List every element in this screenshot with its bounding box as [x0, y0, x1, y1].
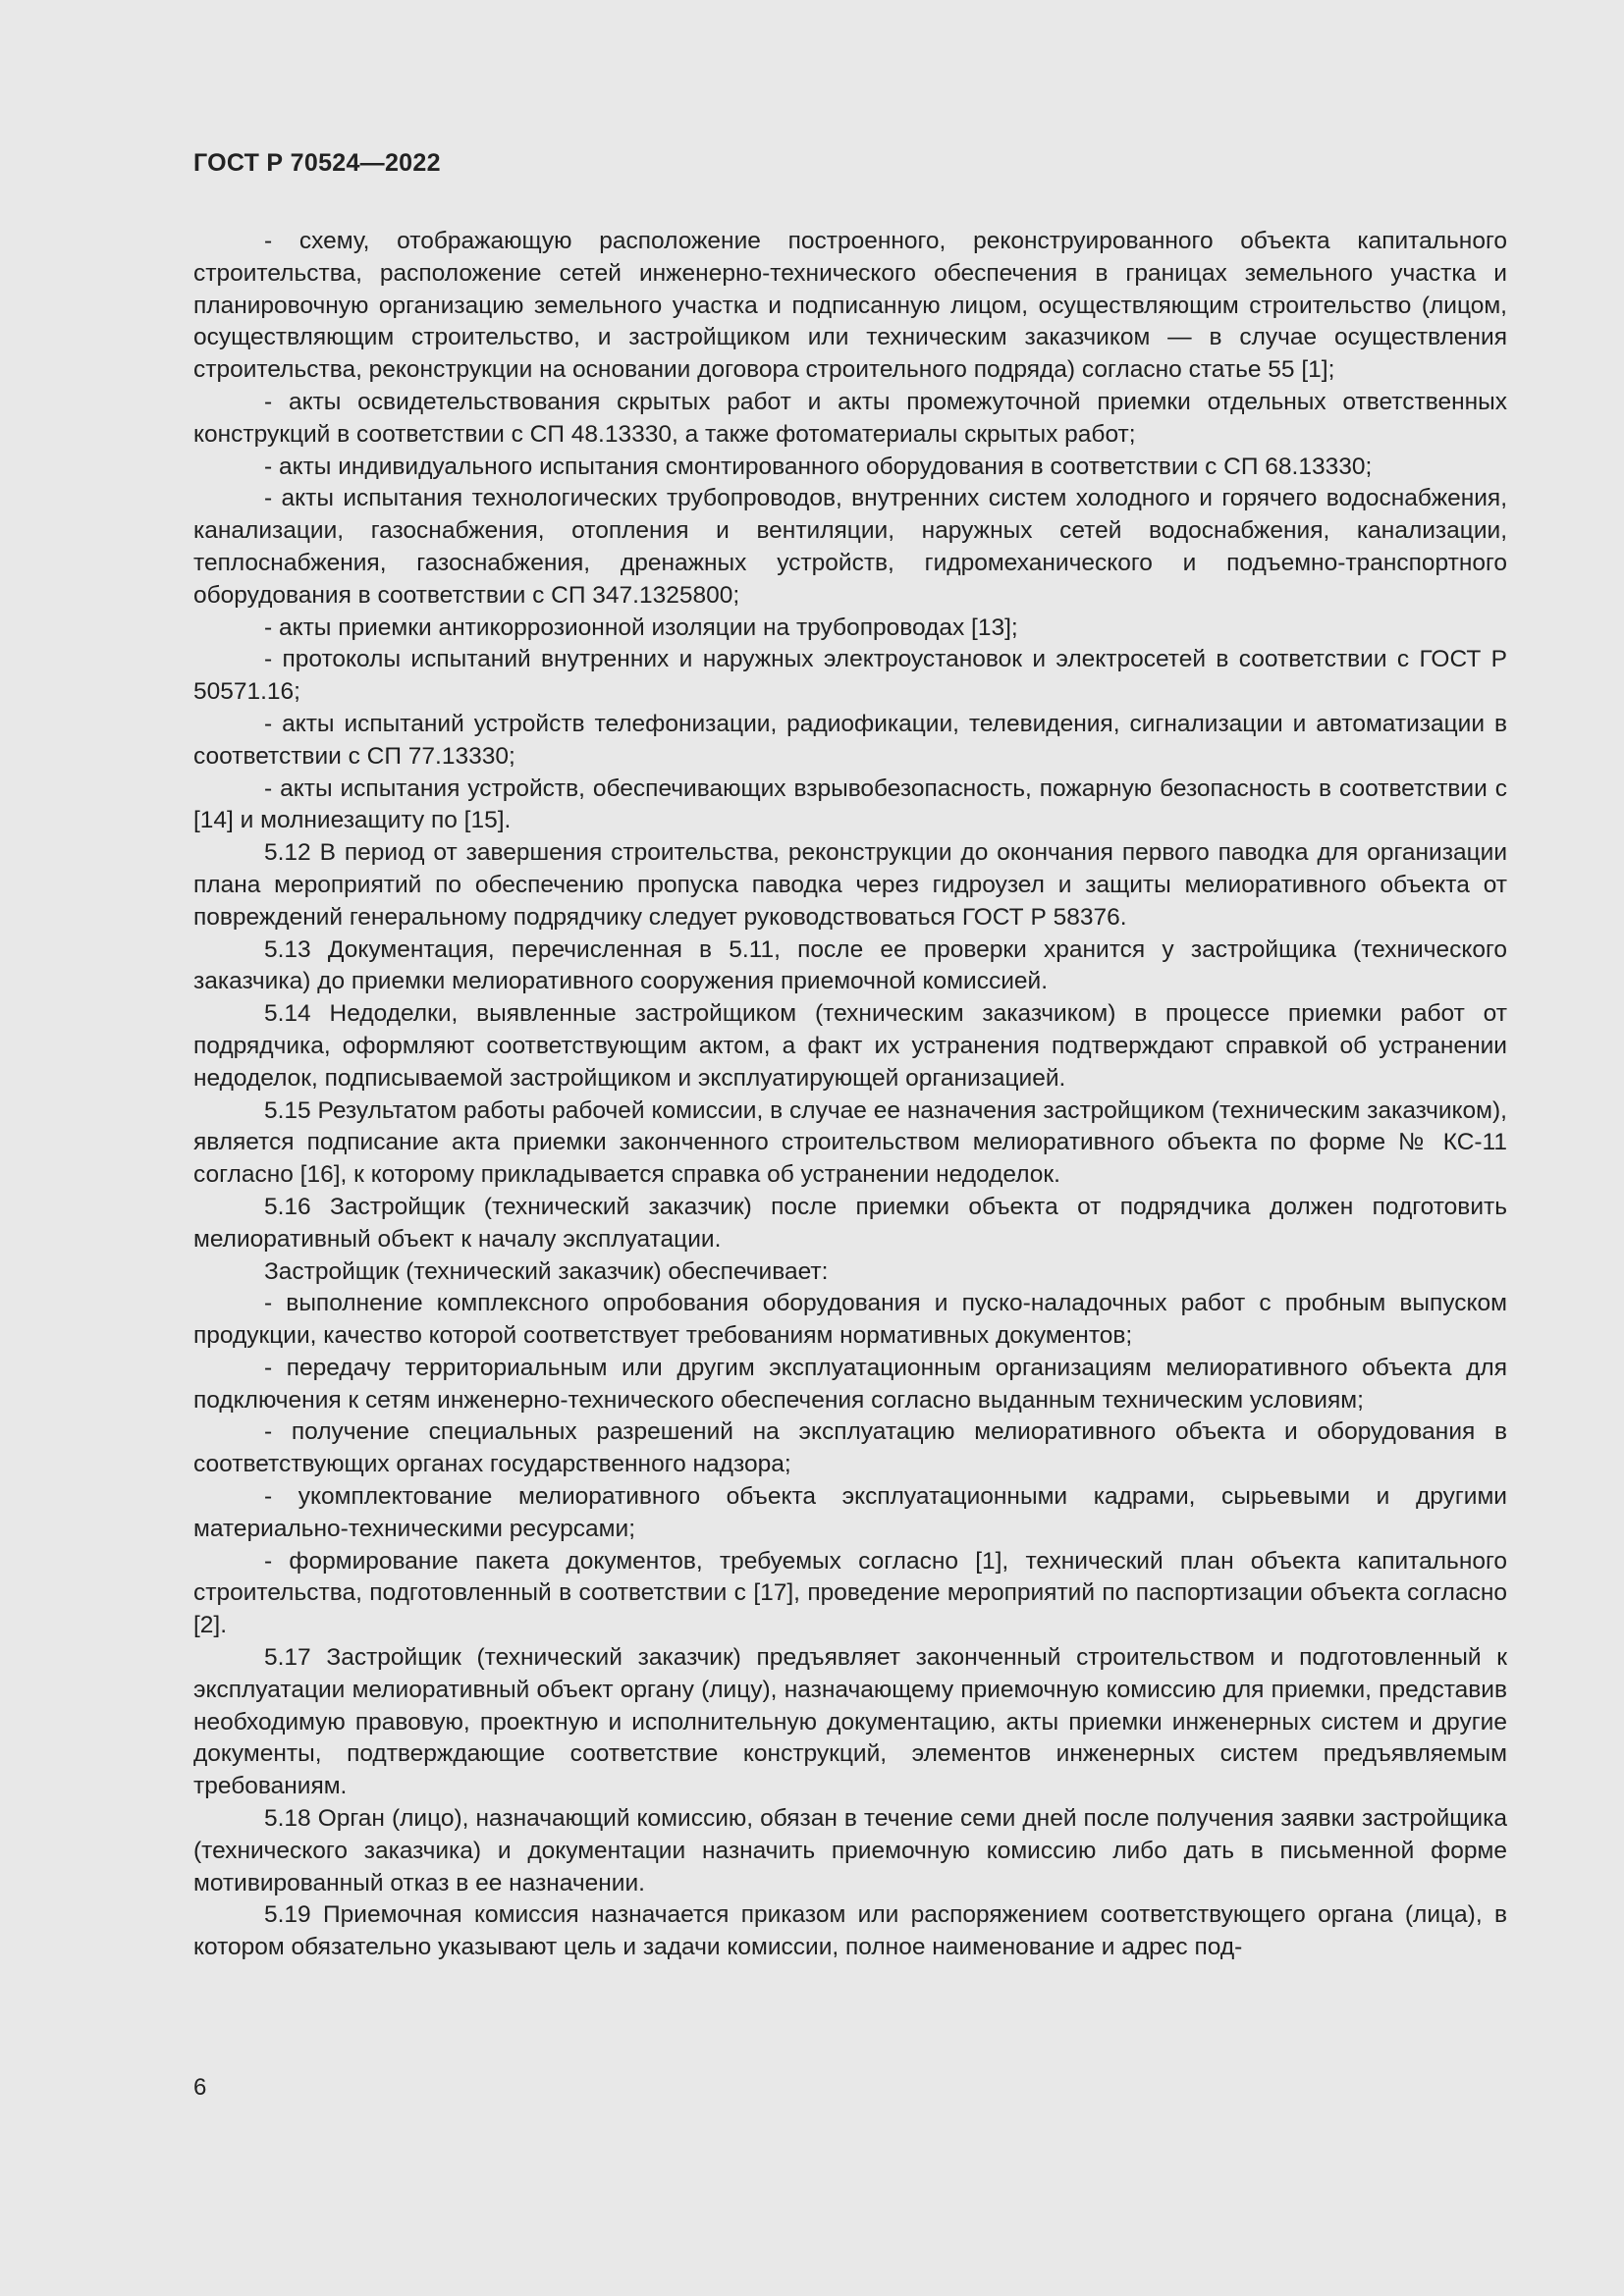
paragraph: - акты испытания технологических трубопроводов, внутренних систем холодного и горячего водоснабжения, канализации, газоснабжения, отопления и вентиляции, наружных сетей водоснабжения, канализации, теплоснабжения, газоснабжения, дренажных устройств, гидромеханического и подъемно-транспортного оборудования в соответствии с СП 347.1325800; [193, 485, 1507, 609]
document-body [193, 226, 1507, 1964]
paragraph: 5.13 Документация, перечисленная в 5.11, после ее проверки хранится у застройщика (технического заказчика) до приемки мелиоративного сооружения приемочной комиссией. [193, 935, 1507, 995]
document-header: ГОСТ Р 70524—2022 [193, 149, 441, 177]
paragraph: - акты испытания устройств, обеспечивающих взрывобезопасность, пожарную безопасность в соответствии с [14] и молниезащиту по [15]. [193, 774, 1507, 834]
paragraph: - укомплектование мелиоративного объекта эксплуатационными кадрами, сырьевыми и другими материально-техническими ресурсами; [193, 1483, 1507, 1542]
page-number: 6 [193, 2074, 207, 2101]
paragraph: 5.16 Застройщик (технический заказчик) после приемки объекта от подрядчика должен подготовить мелиоративный объект к началу эксплуатации. [193, 1193, 1507, 1253]
paragraph: - выполнение комплексного опробования оборудования и пуско-наладочных работ с пробным выпуском продукции, качество которой соответствует требованиям нормативных документов; [193, 1290, 1507, 1350]
paragraph: - акты приемки антикоррозионной изоляции на трубопроводах [13]; [264, 614, 1018, 641]
paragraph: - протоколы испытаний внутренних и наружных электроустановок и электросетей в соответствии с ГОСТ Р 50571.16; [193, 646, 1507, 706]
paragraph: - акты испытаний устройств телефонизации, радиофикации, телевидения, сигнализации и автоматизации в соответствии с СП 77.13330; [193, 710, 1507, 770]
paragraph: - акты освидетельствования скрытых работ и акты промежуточной приемки отдельных ответственных конструкций в соответствии с СП 48.13330, а также фотоматериалы скрытых работ; [193, 388, 1507, 448]
paragraph: - формирование пакета документов, требуемых согласно [1], технический план объекта капитального строительства, подготовленный в соответствии с [17], проведение мероприятий по паспортизации объекта согласно [2]. [193, 1547, 1507, 1639]
paragraph: - передачу территориальным или другим эксплуатационным организациям мелиоративного объекта для подключения к сетям инженерно-технического обеспечения согласно выданным техническим условиям; [193, 1354, 1507, 1414]
paragraph: - схему, отображающую расположение построенного, реконструированного объекта капитального строительства, расположение сетей инженерно-технического обеспечения в границах земельного участка и планировочную организацию земельного участка и подписанную лицом, осуществляющим строительство (лицом, осуществляющим строительство, и застройщиком или техническим заказчиком — в случае осуществления строительства, реконструкции на основании договора строительного подряда) согласно статье 55 [1]; [193, 228, 1507, 384]
paragraph: 5.19 Приемочная комиссия назначается приказом или распоряжением соответствующего органа (лица), в котором обязательно указывают цель и задачи комиссии, полное наименование и адрес под- [193, 1901, 1507, 1961]
paragraph: 5.15 Результатом работы рабочей комиссии, в случае ее назначения застройщиком (техническим заказчиком), является подписание акта приемки законченного строительством мелиоративного объекта по форме № КС-11 согласно [16], к которому прикладывается справка об устранении недоделок. [193, 1096, 1507, 1189]
paragraph: 5.12 В период от завершения строительства, реконструкции до окончания первого паводка для организации плана мероприятий по обеспечению пропуска паводка через гидроузел и защиты мелиоративного объекта от повреждений генеральному подрядчику следует руководствоваться ГОСТ Р 58376. [193, 839, 1507, 931]
paragraph: 5.17 Застройщик (технический заказчик) предъявляет законченный строительством и подготовленный к эксплуатации мелиоративный объект органу (лицу), назначающему приемочную комиссию для приемки, представив необходимую правовую, проектную и исполнительную документацию, акты приемки инженерных систем и другие документы, подтверждающие соответствие конструкций, элементов инженерных систем предъявляемым требованиям. [193, 1644, 1507, 1800]
paragraph: - акты индивидуального испытания смонтированного оборудования в соответствии с СП 68.13330; [264, 453, 1373, 480]
paragraph: Застройщик (технический заказчик) обеспечивает: [264, 1257, 829, 1285]
paragraph: - получение специальных разрешений на эксплуатацию мелиоративного объекта и оборудования в соответствующих органах государственного надзора; [193, 1418, 1507, 1478]
paragraph: 5.14 Недоделки, выявленные застройщиком (техническим заказчиком) в процессе приемки работ от подрядчика, оформляют соответствующим актом, а факт их устранения подтверждают справкой об устранении недоделок, подписываемой застройщиком и эксплуатирующей организацией. [193, 1000, 1507, 1092]
paragraph: 5.18 Орган (лицо), назначающий комиссию, обязан в течение семи дней после получения заявки застройщика (технического заказчика) и документации назначить приемочную комиссию либо дать в письменной форме мотивированный отказ в ее назначении. [193, 1805, 1507, 1896]
